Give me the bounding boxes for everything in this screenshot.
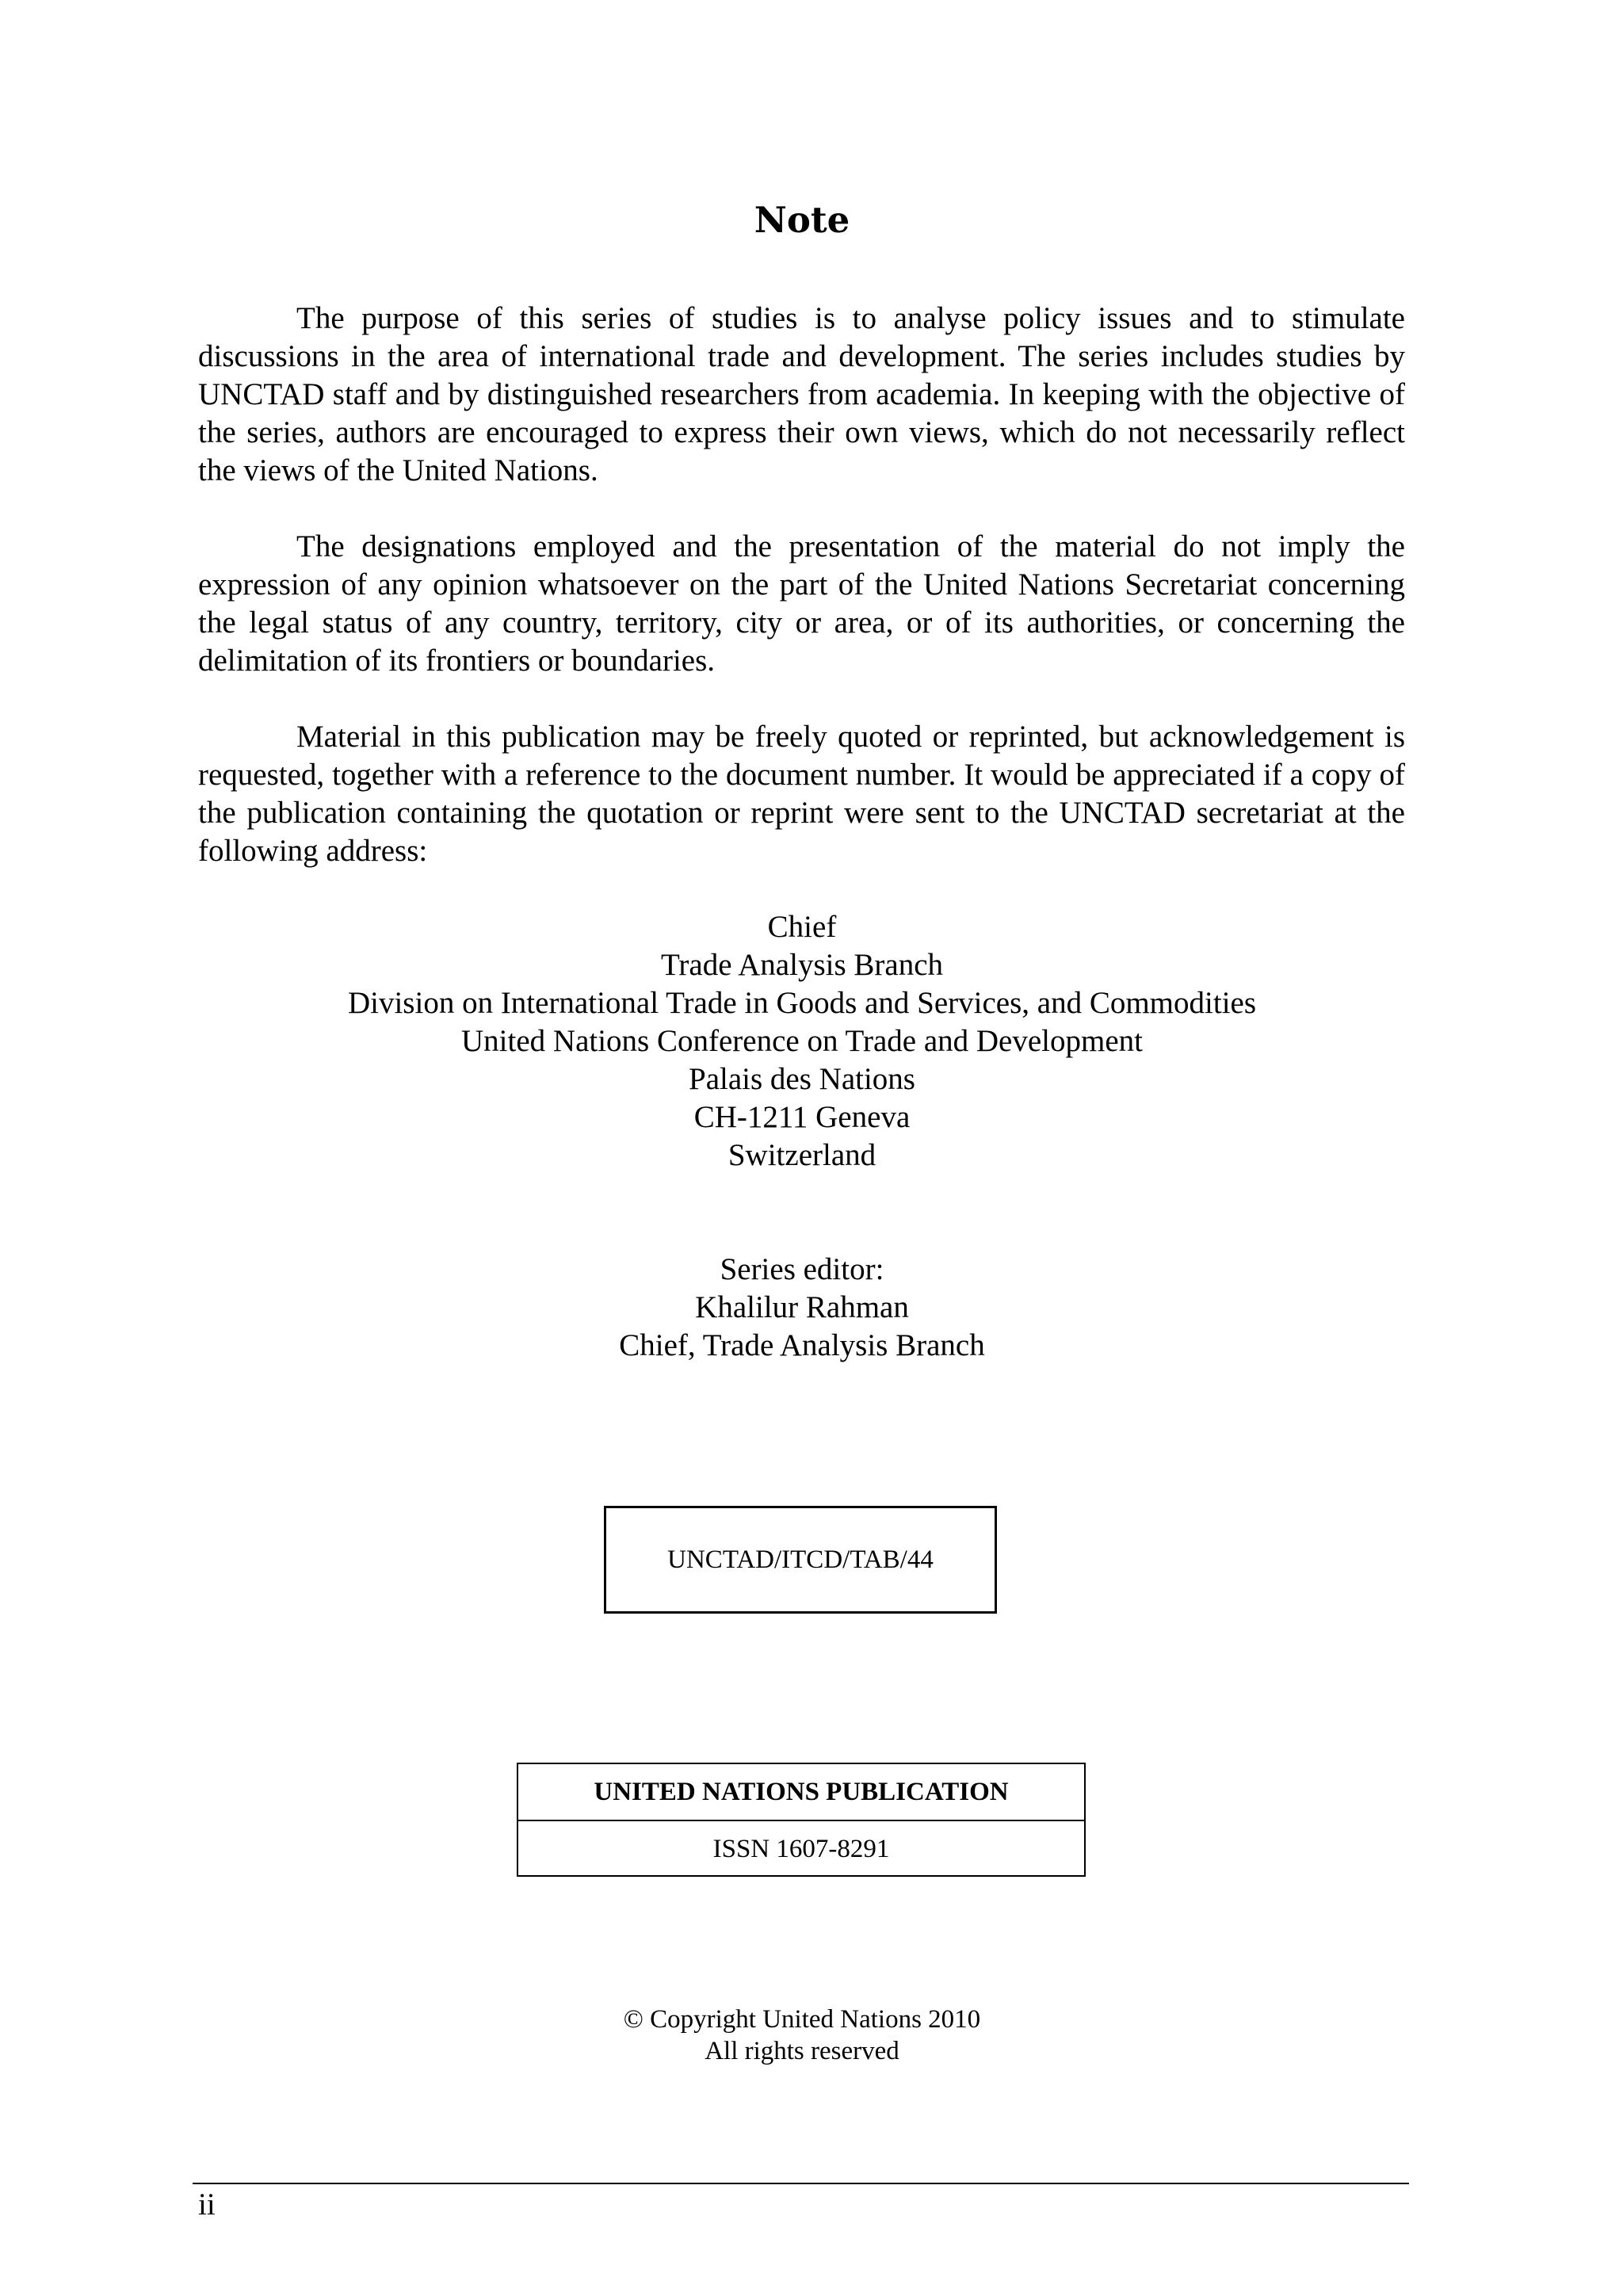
address-line: Division on International Trade in Goods and Services, and Commodities [347, 986, 1257, 1020]
issn-number: ISSN 1607-8291 [712, 1834, 890, 1863]
rights-line: All rights reserved [705, 2037, 899, 2065]
footer-rule [193, 2183, 1409, 2184]
document-number-box [604, 1506, 997, 1614]
address-line: CH-1211 Geneva [693, 1100, 911, 1134]
address-line: United Nations Conference on Trade and Development [461, 1024, 1143, 1058]
page-title: Note [754, 199, 850, 241]
editor-line: Chief, Trade Analysis Branch [619, 1328, 985, 1362]
address-line: Trade Analysis Branch [660, 948, 944, 982]
copyright-block [0, 2004, 1604, 2067]
series-editor-block [0, 1251, 1604, 1365]
copyright-line: © Copyright United Nations 2010 [623, 2005, 981, 2034]
editor-line: Khalilur Rahman [695, 1290, 909, 1324]
editor-line: Series editor: [720, 1252, 884, 1286]
paragraph-designations: The designations employed and the presentation of the material do not imply the expression of any opinion whatsoever on the part of the United Nations Secretariat concerning the legal status of any country, territory, city or area, or of its authorities, or concerning the delimitation of its frontiers or boundaries. [198, 529, 1405, 678]
address-line: Palais des Nations [689, 1062, 915, 1096]
paragraph-reprint: Material in this publication may be freely quoted or reprinted, but acknowledgement is requested, together with a reference to the document number. It would be appreciated if a copy of the publication containing the quotation or reprint were sent to the UNCTAD secretariat at the following address: [198, 720, 1405, 868]
publication-box [517, 1763, 1086, 1877]
address-line: Switzerland [727, 1138, 876, 1172]
page-number: ii [198, 2187, 216, 2222]
secretariat-address [0, 908, 1604, 1175]
paragraph-purpose: The purpose of this series of studies is to analyse policy issues and to stimulate discussions in the area of international trade and development. The series includes studies by UNCTAD staff and by distinguished researchers from academia. In keeping with the objective of the series, authors are encouraged to express their own views, which do not necessarily reflect the views of the United Nations. [198, 301, 1405, 487]
document-number: UNCTAD/ITCD/TAB/44 [667, 1545, 934, 1574]
address-line: Chief [767, 910, 837, 944]
publication-label: UNITED NATIONS PUBLICATION [518, 1764, 1084, 1821]
